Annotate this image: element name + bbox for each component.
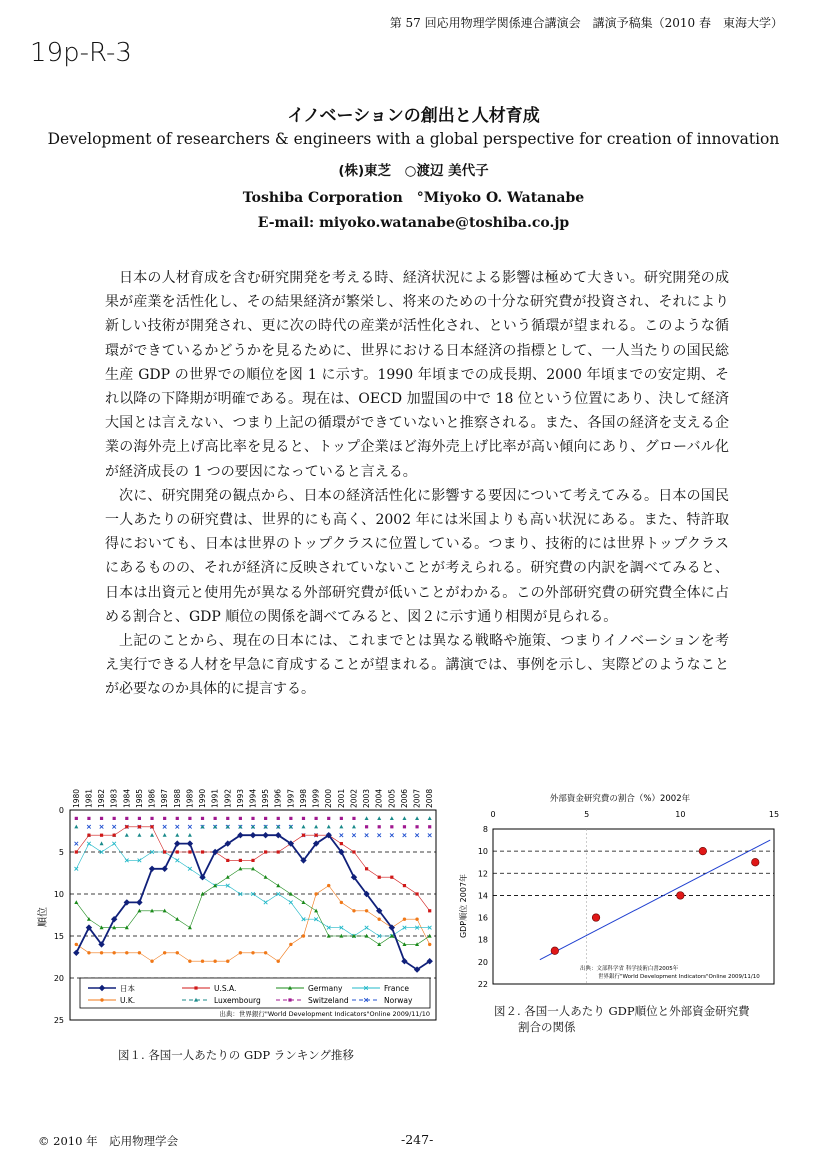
figure1-series-line	[76, 844, 429, 936]
figure1-data-point	[390, 816, 394, 820]
figure1-data-point	[201, 960, 204, 963]
authors-english: Toshiba Corporation °Miyoko O. Watanabe	[242, 190, 585, 206]
figure2-ytick-label: 22	[477, 980, 488, 989]
figure1-xtick-label: 1990	[198, 788, 208, 808]
figure1-xtick-label: 2005	[387, 788, 397, 808]
figure1-data-point	[377, 816, 381, 820]
figure1-data-point	[402, 816, 406, 820]
figure1-data-point	[264, 875, 268, 879]
figure1-data-point	[112, 951, 115, 954]
figure1-data-point	[87, 834, 90, 837]
figure1-data-point	[188, 817, 191, 820]
figure1-data-point	[365, 825, 368, 828]
figure1-xtick-label: 1985	[134, 788, 144, 808]
figure1-data-point	[214, 817, 217, 820]
paper-id: 19p-R-3	[30, 38, 132, 68]
figure1-data-point	[113, 834, 116, 837]
figure2-xtick-label: 10	[675, 810, 686, 819]
figure1-data-point	[403, 884, 406, 887]
figure1-data-point	[138, 817, 141, 820]
figure1-xtick-label: 2008	[425, 788, 435, 808]
figure2-ytick-label: 12	[477, 869, 488, 879]
figure1-data-point	[340, 817, 343, 820]
figure2-ytick-label: 18	[477, 935, 488, 945]
figure1-data-point	[277, 960, 280, 963]
figure2-plot-area	[493, 829, 774, 984]
figure1-data-point	[378, 825, 381, 828]
figure1-ytick-label: 5	[58, 848, 64, 857]
figure1-xtick-label: 1998	[298, 788, 308, 808]
figure1-data-point	[277, 850, 280, 853]
figure2-scatter-chart	[452, 788, 792, 993]
figure1-data-point	[163, 951, 166, 954]
figure1-data-point	[100, 841, 104, 845]
figure2-data-point	[592, 914, 600, 922]
figure1-data-point	[74, 825, 78, 829]
figure1-data-point	[113, 817, 116, 820]
figure1-series-line	[76, 886, 429, 962]
figure1-data-point	[327, 884, 330, 887]
figure1-data-point	[112, 842, 116, 846]
figure1-data-point	[378, 876, 381, 879]
figure1-data-point	[175, 917, 179, 921]
figure2-ytick-label: 8	[482, 825, 488, 834]
title-japanese: イノベーションの創出と人材育成	[287, 106, 540, 126]
title-english: Development of researchers & engineers with a global perspective for creation of innovation	[47, 130, 780, 148]
figure1-xtick-label: 2001	[336, 788, 346, 808]
figure1-xtick-label: 1993	[235, 788, 245, 808]
figure1-xtick-label: 1984	[122, 788, 132, 808]
figure1-ytick-label: 0	[58, 806, 64, 815]
figure2-source-line1: 出典：文部科学省 科学技術白書2005年	[580, 966, 679, 972]
figure1-data-point	[264, 901, 268, 905]
figure1-xtick-label: 1992	[223, 788, 233, 808]
figure1-xtick-label: 1981	[84, 788, 94, 808]
figure1-data-point	[73, 950, 79, 956]
figure1-data-point	[289, 901, 293, 905]
paragraph-3: 上記のことから、現在の日本には、これまでとは異なる戦略や施策、つまりイノベーションを考え実行できる人材を早急に育成することが望まれる。講演では、事例を示し、実際どのようなことが必要なのか具体的に提言する。	[105, 633, 729, 698]
figure1-data-point	[125, 817, 128, 820]
figure1-legend-marker	[194, 986, 197, 989]
figure1-data-point	[149, 866, 155, 872]
figure1-data-point	[302, 934, 305, 937]
figure1-data-point	[138, 951, 141, 954]
figure1-series-line	[76, 818, 429, 843]
figure1-data-point	[226, 875, 230, 879]
figure1-data-point	[188, 850, 191, 853]
figure1-data-point	[188, 867, 192, 871]
figure1-data-point	[315, 817, 318, 820]
paragraph-1: 日本の人材育成を含む研究開発を考える時、経済状況による影響は極めて大きい。研究開発の成果が産業を活性化し、その結果経済が繁栄し、将来のための十分な研究費が投資され、それにより新しい技術が開発され、更に次の時代の産業が活性化され、という循環が望まれる。このような循環ができているかどうかを見るために、世界における日本経済の指標として、一人当たりの国民総生産 GDP の世界での順位を図 1 に示す。1990 年頃までの成長期、2000 年頃までの安定期、それ以降の下降期が明確である。現在は、OECD 加盟国の中で 18 位という位置にあり、決して経済大国とは言えない、つまり上記の循環ができていないと推察される。また、各国の経済を支える企業の海外売上げ高比率を見ると、トップ企業ほど海外売上げ比率が高い傾向にあり、グローバル化が経済成長の 1 つの要因になっていると言える。	[105, 270, 729, 480]
figure1-data-point	[75, 850, 78, 853]
figure2-xtick-label: 0	[490, 810, 496, 819]
figure1-data-point	[239, 859, 242, 862]
figure1-xtick-label: 1997	[286, 788, 296, 808]
figure1-data-point	[365, 867, 368, 870]
figure1-data-point	[100, 951, 103, 954]
figure1-legend-label: U.S.A.	[214, 984, 237, 993]
figure1-xtick-label: 1982	[97, 788, 107, 808]
figure1-data-point	[264, 850, 267, 853]
figure1-xtick-label: 1988	[172, 788, 182, 808]
figure1-legend-label: Germany	[308, 984, 343, 993]
figure1-data-point	[75, 817, 78, 820]
figure1-xtick-label: 2002	[349, 788, 359, 808]
figure1-data-point	[150, 825, 153, 828]
figure1-data-point	[174, 840, 180, 846]
figure2-ytick-label: 14	[477, 891, 488, 901]
figure1-data-point	[239, 951, 242, 954]
figure1-legend-marker	[288, 998, 291, 1001]
figure1-data-point	[315, 834, 318, 837]
figure1-data-point	[176, 817, 179, 820]
figure1-data-point	[301, 900, 305, 904]
figure1-data-point	[74, 900, 78, 904]
figure1-data-point	[264, 817, 267, 820]
figure2-source-line2: 世界銀行"World Development Indicators"Online 2009/11/10	[598, 974, 760, 980]
figure1-data-point	[302, 817, 305, 820]
figure1-legend-label: 日本	[120, 984, 135, 993]
figure1-ytick-label: 25	[53, 1016, 64, 1025]
figure1-data-point	[289, 943, 292, 946]
figure1-data-point	[188, 960, 191, 963]
figure1-data-point	[289, 817, 292, 820]
figure1-xtick-label: 2000	[324, 788, 334, 808]
figure1-ytick-label: 15	[53, 932, 64, 941]
figure1-data-point	[428, 909, 431, 912]
figure1-data-point	[250, 832, 256, 838]
figure1-xtick-label: 1987	[160, 788, 170, 808]
figure1-data-point	[187, 840, 193, 846]
figure1-ytick-label: 10	[53, 890, 64, 899]
figure1-data-point	[402, 942, 406, 946]
figure1-ytick-label: 20	[53, 974, 64, 983]
figure1-data-point	[163, 817, 166, 820]
figure1-data-point	[428, 825, 431, 828]
figure1-data-point	[251, 817, 254, 820]
figure1-legend-label: U.K.	[120, 996, 136, 1005]
figure1-gdp-ranking-chart	[30, 775, 442, 1030]
figure1-data-point	[150, 960, 153, 963]
figure1-data-point	[276, 883, 280, 887]
figure2-ylabel: GDP順位 2007年	[459, 873, 468, 939]
figure1-data-point	[340, 901, 343, 904]
figure1-xtick-label: 1986	[147, 788, 157, 808]
figure2-xtick-label: 5	[584, 810, 590, 819]
figure2-data-point	[699, 847, 707, 855]
figure1-caption: 図１. 各国一人あたりの GDP ランキング推移	[118, 1048, 354, 1062]
figure1-data-point	[415, 816, 419, 820]
figure1-data-point	[87, 842, 91, 846]
figure1-data-point	[87, 951, 90, 954]
figure1-xtick-label: 1989	[185, 788, 195, 808]
figure1-data-point	[125, 951, 128, 954]
figure1-legend-label: Switzeland	[308, 996, 349, 1005]
figure2-data-point	[677, 892, 685, 900]
figure2-trendline	[540, 840, 770, 960]
figure1-data-point	[138, 825, 141, 828]
figure1-data-point	[176, 951, 179, 954]
conference-header: 第 57 回応用物理学関係連合講演会 講演予稿集（2010 春 東海大学）	[389, 16, 783, 30]
footer-copyright: © 2010 年 応用物理学会	[38, 1134, 179, 1148]
figure1-data-point	[161, 866, 167, 872]
figure1-data-point	[390, 876, 393, 879]
figure1-xtick-label: 1980	[71, 788, 81, 808]
figure1-data-point	[201, 817, 204, 820]
figure1-data-point	[415, 892, 418, 895]
figure1-xtick-label: 1999	[311, 788, 321, 808]
figure2-data-point	[751, 858, 759, 866]
figure1-data-point	[75, 842, 79, 846]
figure1-xtick-label: 1995	[261, 788, 271, 808]
figure1-legend-label: Luxembourg	[214, 996, 261, 1005]
figure1-data-point	[340, 842, 343, 845]
figure1-data-point	[314, 892, 317, 895]
figure1-source: 出典：世界銀行"World Development Indicators"Online 2009/11/10	[219, 1010, 430, 1018]
figure2-ytick-label: 20	[477, 957, 488, 967]
body-text	[105, 266, 729, 702]
figure1-data-point	[188, 925, 192, 929]
figure1-data-point	[428, 943, 431, 946]
figure1-xtick-label: 1994	[248, 788, 258, 808]
figure1-data-point	[365, 909, 368, 912]
figure1-xtick-label: 2006	[399, 788, 409, 808]
figure1-data-point	[175, 859, 179, 863]
figure1-data-point	[264, 951, 267, 954]
figure2-xtick-label: 15	[768, 810, 780, 819]
figure1-data-point	[314, 909, 318, 913]
figure1-data-point	[226, 960, 229, 963]
figure1-data-point	[415, 918, 418, 921]
figure1-data-point	[378, 918, 381, 921]
figure1-data-point	[365, 926, 369, 930]
figure1-data-point	[390, 825, 393, 828]
figure1-data-point	[100, 817, 103, 820]
figure1-legend-label: France	[384, 984, 409, 993]
figure1-data-point	[176, 850, 179, 853]
figure1-data-point	[352, 817, 355, 820]
figure1-data-point	[75, 943, 78, 946]
figure1-data-point	[403, 825, 406, 828]
figure1-data-point	[415, 825, 418, 828]
figure1-data-point	[136, 899, 142, 905]
figure1-ylabel: 順位	[38, 907, 49, 927]
figure1-xtick-label: 2004	[374, 788, 384, 808]
figure1-data-point	[251, 951, 254, 954]
figure2-caption-line2: 割合の関係	[518, 1020, 576, 1034]
figure1-xtick-label: 2003	[362, 788, 372, 808]
author-email: E-mail: miyoko.watanabe@toshiba.co.jp	[257, 215, 570, 231]
figure1-data-point	[226, 859, 229, 862]
footer-page-number: -247-	[401, 1132, 434, 1147]
figure2-caption-line1: 図２. 各国一人あたり GDP順位と外部資金研究費	[494, 1004, 750, 1018]
figure1-data-point	[377, 942, 381, 946]
figure1-xtick-label: 1983	[109, 788, 119, 808]
figure1-data-point	[75, 867, 79, 871]
figure1-data-point	[251, 859, 254, 862]
figure1-data-point	[226, 817, 229, 820]
figure1-data-point	[352, 909, 355, 912]
figure1-data-point	[302, 834, 305, 837]
figure1-legend-label: Norway	[384, 996, 413, 1005]
figure1-xtick-label: 1996	[273, 788, 283, 808]
figure1-data-point	[100, 834, 103, 837]
figure2-ytick-label: 16	[477, 913, 488, 923]
figure1-xtick-label: 2007	[412, 788, 422, 808]
figure2-caption	[494, 1003, 794, 1035]
figure1-data-point	[327, 817, 330, 820]
figure1-data-point	[277, 817, 280, 820]
figure1-data-point	[239, 817, 242, 820]
figure2-ytick-label: 10	[477, 847, 488, 857]
figure1-data-point	[365, 816, 369, 820]
figure1-xtick-label: 1991	[210, 788, 220, 808]
figure1-data-point	[163, 850, 166, 853]
figure2-title: 外部資金研究費の割合（%）2002年	[549, 794, 691, 804]
figure1-data-point	[199, 874, 205, 880]
figure1-data-point	[428, 816, 432, 820]
figure1-data-point	[201, 850, 204, 853]
authors-japanese: (株)東芝 ○渡辺 美代子	[338, 163, 489, 179]
paragraph-2: 次に、研究開発の観点から、日本の経済活性化に影響する要因について考えてみる。日本の国民一人あたりの研究費は、世界的にも高く、2002 年には米国よりも高い状況にある。また、特許取得においても、日本は世界のトップクラスに位置している。つまり、技術的には世界トップクラスにあるものの、それが経済に反映されていないことが考えられる。研究費の内訳を調べてみると、日本は出資元と使用先が異なる外部研究費が低いことがわかる。この外部研究費の研究費全体に占める割合と、GDP 順位の関係を調べてみると、図２に示す通り相関が見られる。	[105, 487, 729, 625]
figure2-data-point	[551, 947, 559, 955]
figure1-data-point	[262, 832, 268, 838]
figure1-data-point	[213, 960, 216, 963]
figure1-data-point	[352, 850, 355, 853]
figure1-data-point	[403, 918, 406, 921]
figure1-data-point	[87, 817, 90, 820]
figure1-data-point	[125, 825, 128, 828]
figure1-data-point	[415, 942, 419, 946]
figure1-data-point	[150, 817, 153, 820]
figure1-legend-marker	[100, 998, 103, 1001]
